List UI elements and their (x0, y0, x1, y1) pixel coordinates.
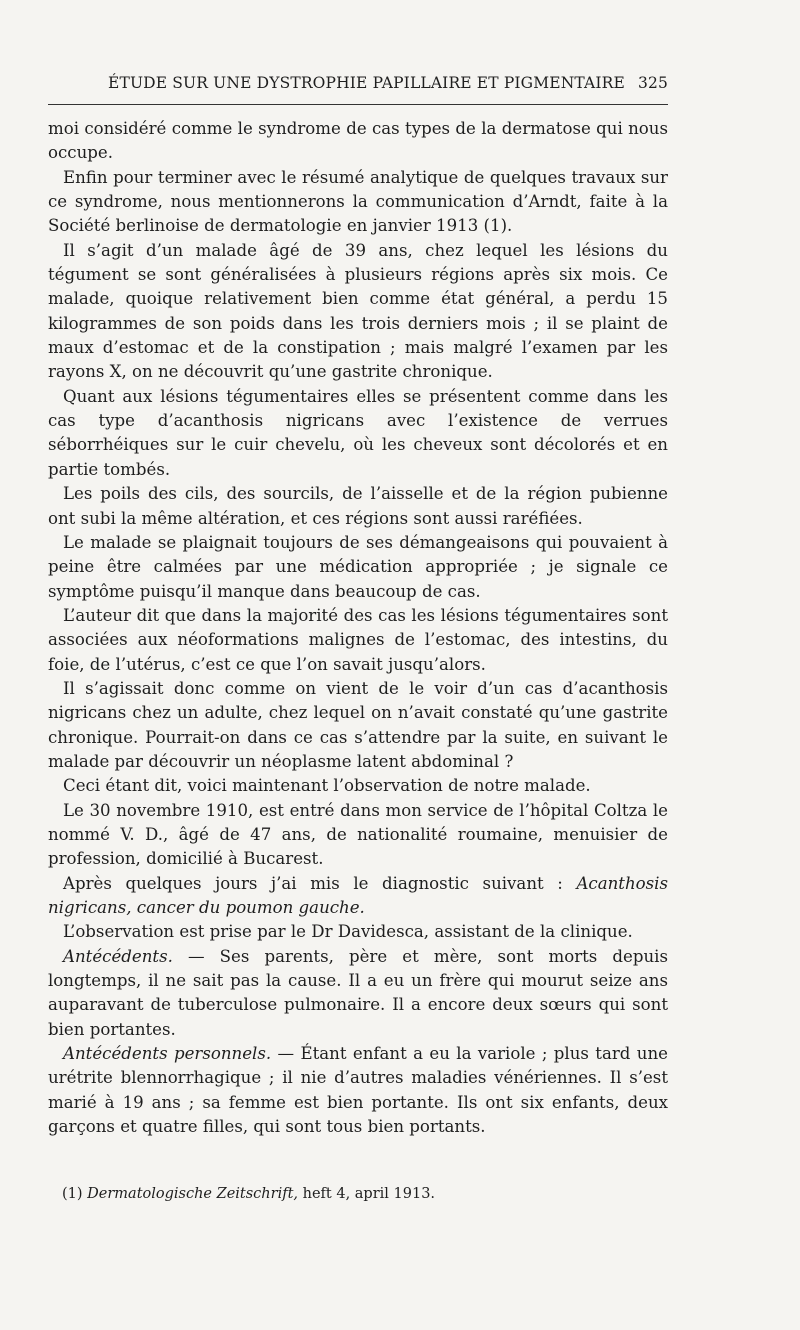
antecedents-personnels-label: Antécédents personnels. (63, 1044, 272, 1064)
running-title: ÉTUDE SUR UNE DYSTROPHIE PAPILLAIRE ET PIGMENTAIRE (108, 74, 625, 92)
paragraph: Il s’agissait donc comme on vient de le voir d’un cas d’acanthosis nigricans chez un adulte, chez lequel on n’avait constaté qu’une gastrite chronique. Pourrait-on dans ce cas s’attendre par la suite, en suivant le malade par découvrir un néoplasme latent abdominal ? (48, 678, 668, 771)
antecedents-paragraph (48, 945, 668, 1042)
diagnosis-text: Après quelques jours j’ai mis le diagnostic suivant : (63, 873, 577, 893)
diagnosis-paragraph (48, 872, 668, 921)
paragraph: Le malade se plaignait toujours de ses démangeaisons qui pouvaient à peine être calmées par une médication appropriée ; je signale ce symptôme puisqu’il manque dans beaucoup de cas. (48, 532, 668, 601)
paragraph: Le 30 novembre 1910, est entré dans mon service de l’hôpital Coltza le nommé V. D., âgé de 47 ans, de nationalité roumaine, menuisier de profession, domicilié à Bucarest. (48, 800, 668, 869)
antecedents-personnels-paragraph (48, 1042, 668, 1139)
paragraph: Les poils des cils, des sourcils, de l’aisselle et de la région pubienne ont subi la même altération, et ces régions sont aussi raréfiées. (48, 484, 668, 528)
paragraph: L’auteur dit que dans la majorité des cas les lésions tégumentaires sont associées aux néoformations malignes de l’estomac, des intestins, du foie, de l’utérus, c’est ce que l’on savait jusqu’alors. (48, 605, 668, 674)
paragraph: Quant aux lésions tégumentaires elles se présentent comme dans les cas type d’acanthosis nigricans avec l’existence de verrues séborrhéiques sur le cuir chevelu, où les cheveux sont décolorés et en partie tombés. (48, 386, 668, 479)
header-rule (48, 104, 668, 105)
paragraph: moi considéré comme le syndrome de cas types de la dermatose qui nous occupe. (48, 119, 668, 163)
antecedents-label: Antécédents. (63, 946, 173, 966)
body-text (48, 117, 668, 1139)
antecedents-text: — Ses parents, père et mère, sont morts depuis longtemps, il ne sait pas la cause. Il a eu un frère qui mourut seize ans auparavant de tuberculose pulmonaire. Il a encore deux sœurs qui sont bien portantes. (48, 946, 668, 1039)
paragraph: Enfin pour terminer avec le résumé analytique de quelques travaux sur ce syndrome, nous mentionnerons la communication d’Arndt, faite à la Société berlinoise de dermatologie en janvier 1913 (1). (48, 167, 668, 236)
antecedents-personnels-text: — Étant enfant a eu la variole ; plus tard une urétrite blennorrhagique ; il nie d’autres maladies vénériennes. Il s’est marié à 19 ans ; sa femme est bien portante. Ils ont six enfants, deux garçons et quatre filles, qui sont tous bien portants. (48, 1044, 668, 1137)
page-number: 325 (637, 74, 668, 92)
observation-paragraph: L’observation est prise par le Dr Davidesca, assistant de la clinique. (63, 922, 633, 942)
footnote-marker: (1) (62, 1186, 83, 1202)
paragraph: Il s’agit d’un malade âgé de 39 ans, chez lequel les lésions du tégument se sont généralisées à plusieurs régions après six mois. Ce malade, quoique relativement bien comme état général, a perdu 15 kilogrammes de son poids dans les trois derniers mois ; il se plaint de maux d’estomac et de la constipation ; mais malgré l’examen par les rayons X, on ne découvrit qu’une gastrite chronique. (48, 240, 668, 382)
running-header (48, 68, 668, 102)
diagnosis-italic: Acanthosis nigricans, cancer du poumon gauche. (48, 873, 668, 917)
footnote (62, 1184, 662, 1204)
footnote-rest: heft 4, april 1913. (302, 1186, 436, 1202)
footnote-journal: Dermatologische Zeitschrift, (87, 1186, 299, 1202)
paragraph: Ceci étant dit, voici maintenant l’observation de notre malade. (63, 776, 591, 796)
